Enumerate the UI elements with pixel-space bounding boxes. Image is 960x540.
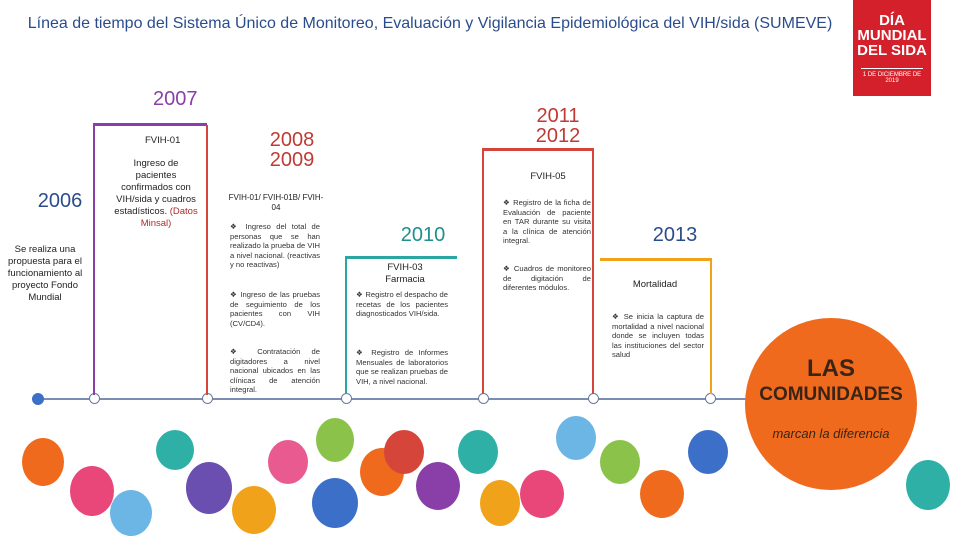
code-2010-b: Farmacia bbox=[385, 274, 425, 285]
timeline-node-2010 bbox=[341, 393, 352, 404]
face-icon bbox=[458, 430, 498, 474]
face-icon bbox=[186, 462, 232, 514]
year-2013: 2013 bbox=[652, 224, 698, 246]
logo-line-1: DÍA bbox=[879, 12, 905, 29]
year-2012: 2012 bbox=[535, 125, 581, 147]
text-2007 bbox=[113, 158, 199, 230]
timeline-start-node bbox=[32, 393, 44, 405]
face-icon bbox=[384, 430, 424, 474]
stem-2013 bbox=[710, 258, 712, 394]
item-2011-2: ❖ Cuadros de monitoreo de digitación de diferentes módulos. bbox=[503, 264, 591, 293]
code-2013: Mortalidad bbox=[632, 279, 678, 290]
year-2011: 2011 bbox=[536, 105, 580, 127]
stem-2012 bbox=[592, 148, 594, 394]
face-icon bbox=[906, 460, 950, 510]
badge-line-1: LAS bbox=[807, 355, 855, 382]
item-2008-2: ❖ Ingreso de las pruebas de seguimiento de los pacientes con VIH (CV/CD4). bbox=[230, 290, 320, 328]
stem-2007 bbox=[93, 123, 95, 395]
face-icon bbox=[416, 462, 460, 510]
face-icon bbox=[312, 478, 358, 528]
item-2013-1: ❖ Se inicia la captura de mortalidad a nivel nacional donde se incluyen todas las instituciones del sector salud bbox=[612, 312, 704, 360]
code-2010 bbox=[370, 262, 440, 286]
face-icon bbox=[520, 470, 564, 518]
stem-2010 bbox=[345, 256, 347, 394]
badge-title bbox=[745, 356, 917, 408]
timeline-node-2012 bbox=[588, 393, 599, 404]
timeline-node-2013 bbox=[705, 393, 716, 404]
item-2011-1: ❖ Registro de la ficha de Evaluación de paciente en TAR durante su visita a la clínica de atención integral. bbox=[503, 198, 591, 246]
face-icon bbox=[556, 416, 596, 460]
item-2010-1: ❖ Registro el despacho de recetas de los pacientes diagnosticados VIH/sida. bbox=[356, 290, 448, 319]
face-icon bbox=[480, 480, 520, 526]
year-2007: 2007 bbox=[153, 88, 198, 110]
logo-line-2: MUNDIAL bbox=[857, 27, 927, 44]
face-icon bbox=[156, 430, 194, 470]
code-2007: FVIH-01 bbox=[145, 135, 181, 146]
year-2008: 2008 bbox=[269, 129, 315, 151]
year-2006: 2006 bbox=[37, 190, 83, 212]
year-2009: 2009 bbox=[269, 149, 315, 171]
page-title: Línea de tiempo del Sistema Único de Monitoreo, Evaluación y Vigilancia Epidemiológica del VIH/sida (SUMEVE) bbox=[27, 15, 833, 32]
year-2011-2012 bbox=[528, 106, 588, 146]
text-2007-body: Ingreso de pacientes confirmados con VIH/sida y cuadros estadísticos. bbox=[114, 158, 196, 217]
bar-2011 bbox=[482, 148, 594, 151]
timeline-node-2011 bbox=[478, 393, 489, 404]
face-icon bbox=[268, 440, 308, 484]
face-icon bbox=[640, 470, 684, 518]
year-2010: 2010 bbox=[400, 224, 446, 246]
logo-date: 1 DE DICIEMBRE DE 2019 bbox=[861, 68, 923, 84]
world-aids-day-logo bbox=[853, 0, 931, 96]
face-icon bbox=[316, 418, 354, 462]
badge-line-3: marcan la diferencia bbox=[772, 426, 890, 441]
item-2008-3: ❖ Contratación de digitadores a nivel nacional ubicados en las clínicas de atención integral. bbox=[230, 347, 320, 395]
communities-badge bbox=[745, 318, 917, 490]
text-2007-highlight: (Datos Minsal) bbox=[140, 206, 198, 229]
item-2008-1: ❖ Ingreso del total de personas que se han realizado la prueba de VIH a nivel nacional. (reactivas y no reactivas) bbox=[230, 222, 320, 270]
face-icon bbox=[600, 440, 640, 484]
year-2008-2009 bbox=[262, 130, 322, 170]
text-2006: Se realiza una propuesta para el funcionamiento al proyecto Fondo Mundial bbox=[7, 244, 83, 303]
face-icon bbox=[688, 430, 728, 474]
logo-line-3: DEL SIDA bbox=[857, 42, 927, 59]
face-icon bbox=[232, 486, 276, 534]
code-2008: FVIH-01/ FVIH-01B/ FVIH-04 bbox=[228, 193, 324, 212]
face-icon bbox=[22, 438, 64, 486]
code-2011: FVIH-05 bbox=[530, 171, 566, 182]
code-2010-a: FVIH-03 bbox=[387, 262, 423, 273]
badge-line-2: COMUNIDADES bbox=[759, 384, 903, 405]
face-icon bbox=[70, 466, 114, 516]
timeline-axis bbox=[35, 398, 765, 400]
face-icon bbox=[110, 490, 152, 536]
bar-2010 bbox=[345, 256, 457, 259]
item-2010-2: ❖ Registro de Informes Mensuales de laboratorios que se realizan pruebas de VIH, a nivel nacional. bbox=[356, 348, 448, 386]
bar-2007 bbox=[95, 123, 207, 126]
bar-2013 bbox=[600, 258, 712, 261]
stem-2008 bbox=[206, 125, 208, 395]
stem-2011 bbox=[482, 148, 484, 394]
